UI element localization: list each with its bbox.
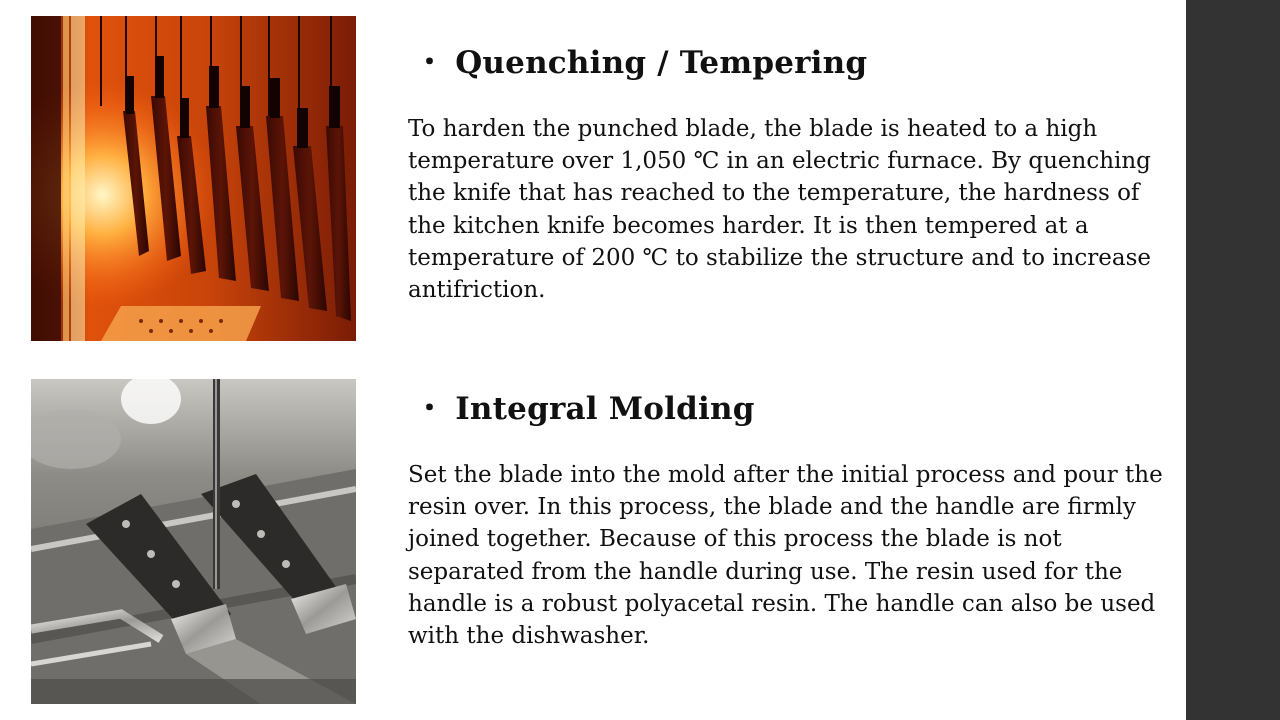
bullet-marker: ・ xyxy=(414,391,446,427)
section-body-quenching: To harden the punched blade, the blade is heated to a high temperature over 1,050 ℃ in an electric furnace. By quenching the knife that has reached to the temperature, the hardness of the kitchen knife becomes harder. It is then tempered at a temperature of 200 ℃ to stabilize the structure and to increase antifriction. xyxy=(408,116,1152,304)
quenching-furnace-photo xyxy=(31,16,356,341)
heading-text: Quenching / Tempering xyxy=(455,45,868,81)
bullet-marker: ・ xyxy=(414,45,446,81)
section-heading-quenching xyxy=(414,37,867,82)
integral-molding-photo xyxy=(31,379,356,704)
section-heading-integral-molding xyxy=(414,383,755,428)
right-sidebar-bar xyxy=(1186,0,1280,720)
heading-text: Integral Molding xyxy=(455,391,755,427)
section-body-integral-molding: Set the blade into the mold after the initial process and pour the resin over. In this process, the blade and the handle are firmly joined together. Because of this process the blade is not separated from the handle during use. The resin used for the handle is a robust polyacetal resin. The handle can also be used with the dishwasher. xyxy=(408,462,1163,650)
